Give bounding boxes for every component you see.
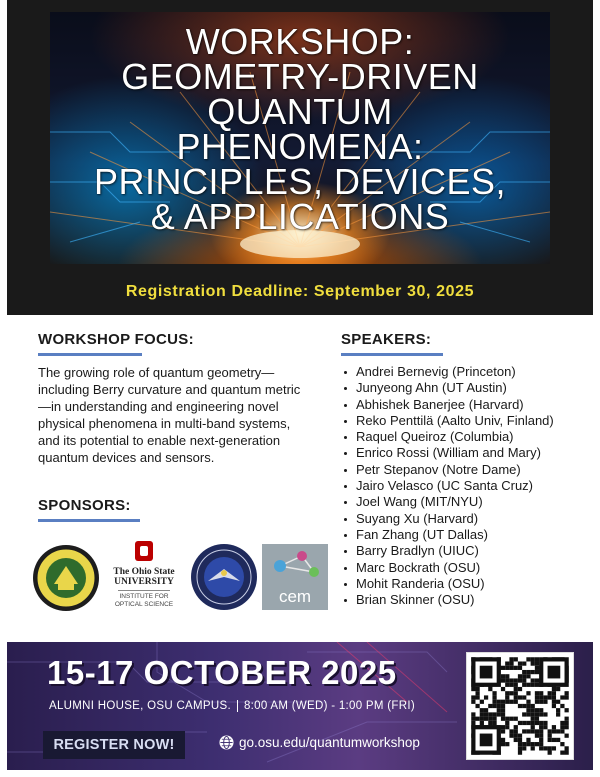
- block-o-icon: [134, 540, 154, 562]
- title-line: GEOMETRY-DRIVEN: [121, 56, 479, 97]
- qr-code-icon: [467, 653, 573, 759]
- hero-image: [50, 12, 550, 264]
- cem-label: cem: [278, 587, 312, 606]
- title-line: PHENOMENA:: [176, 126, 424, 167]
- sponsors-heading: SPONSORS:: [38, 497, 131, 514]
- list-item: Abhishek Banerjee (Harvard): [340, 397, 554, 413]
- list-item: Barry Bradlyn (UIUC): [340, 543, 554, 559]
- osu-logo: [104, 540, 184, 614]
- speakers-heading: SPEAKERS:: [341, 331, 432, 348]
- list-item: Junyeong Ahn (UT Austin): [340, 380, 554, 396]
- registration-deadline: Registration Deadline: September 30, 2025: [125, 283, 475, 300]
- registration-url: go.osu.edu/quantumworkshop: [239, 735, 420, 750]
- list-item: Enrico Rossi (William and Mary): [340, 445, 554, 461]
- title-line: PRINCIPLES, DEVICES,: [93, 161, 507, 202]
- workshop-title: [50, 21, 550, 237]
- seal-logo: [32, 544, 100, 612]
- osu-name-2: UNIVERSITY: [114, 577, 174, 587]
- focus-description: The growing role of quantum geometry—including Berry curvature and quantum metric—in understanding and engineering novel physical phenomena in multi-band systems, and its potential to enable next-generation quantum devices and sensors.: [38, 365, 301, 465]
- list-item: Marc Bockrath (OSU): [340, 560, 554, 576]
- list-item: Reko Penttilä (Aalto Univ, Finland): [340, 413, 554, 429]
- afosr-seal-logo: [190, 543, 258, 611]
- title-line: QUANTUM: [207, 91, 393, 132]
- speakers-list: [340, 364, 554, 608]
- sponsors-underline: [38, 519, 140, 522]
- qr-code[interactable]: [466, 652, 574, 760]
- list-item: Andrei Bernevig (Princeton): [340, 364, 554, 380]
- title-line: & APPLICATIONS: [150, 196, 450, 237]
- event-time: 8:00 AM (WED) - 1:00 PM (FRI): [243, 700, 415, 713]
- osu-inst-2: OPTICAL SCIENCE: [114, 601, 174, 608]
- list-item: Mohit Randeria (OSU): [340, 576, 554, 592]
- focus-underline: [38, 353, 142, 356]
- speakers-underline: [341, 353, 443, 356]
- event-dates: 15-17 OCTOBER 2025: [47, 654, 397, 691]
- cem-logo: [262, 544, 328, 610]
- globe-icon: [219, 735, 234, 750]
- list-item: Suyang Xu (Harvard): [340, 511, 554, 527]
- event-venue-time: [49, 700, 415, 712]
- list-item: Brian Skinner (OSU): [340, 592, 554, 608]
- focus-heading: WORKSHOP FOCUS:: [38, 331, 194, 348]
- osu-inst-1: INSTITUTE FOR: [119, 593, 169, 600]
- title-line: WORKSHOP:: [185, 21, 415, 62]
- register-button[interactable]: REGISTER NOW!: [43, 731, 185, 759]
- registration-link[interactable]: [219, 735, 420, 750]
- list-item: Raquel Queiroz (Columbia): [340, 429, 554, 445]
- list-item: Jairo Velasco (UC Santa Cruz): [340, 478, 554, 494]
- list-item: Fan Zhang (UT Dallas): [340, 527, 554, 543]
- list-item: Petr Stepanov (Notre Dame): [340, 462, 554, 478]
- molecule-icon: [262, 544, 328, 584]
- event-venue: ALUMNI HOUSE, OSU CAMPUS.: [49, 700, 231, 713]
- divider: [237, 700, 238, 712]
- list-item: Joel Wang (MIT/NYU): [340, 494, 554, 510]
- osu-name-1: The Ohio State: [113, 567, 175, 577]
